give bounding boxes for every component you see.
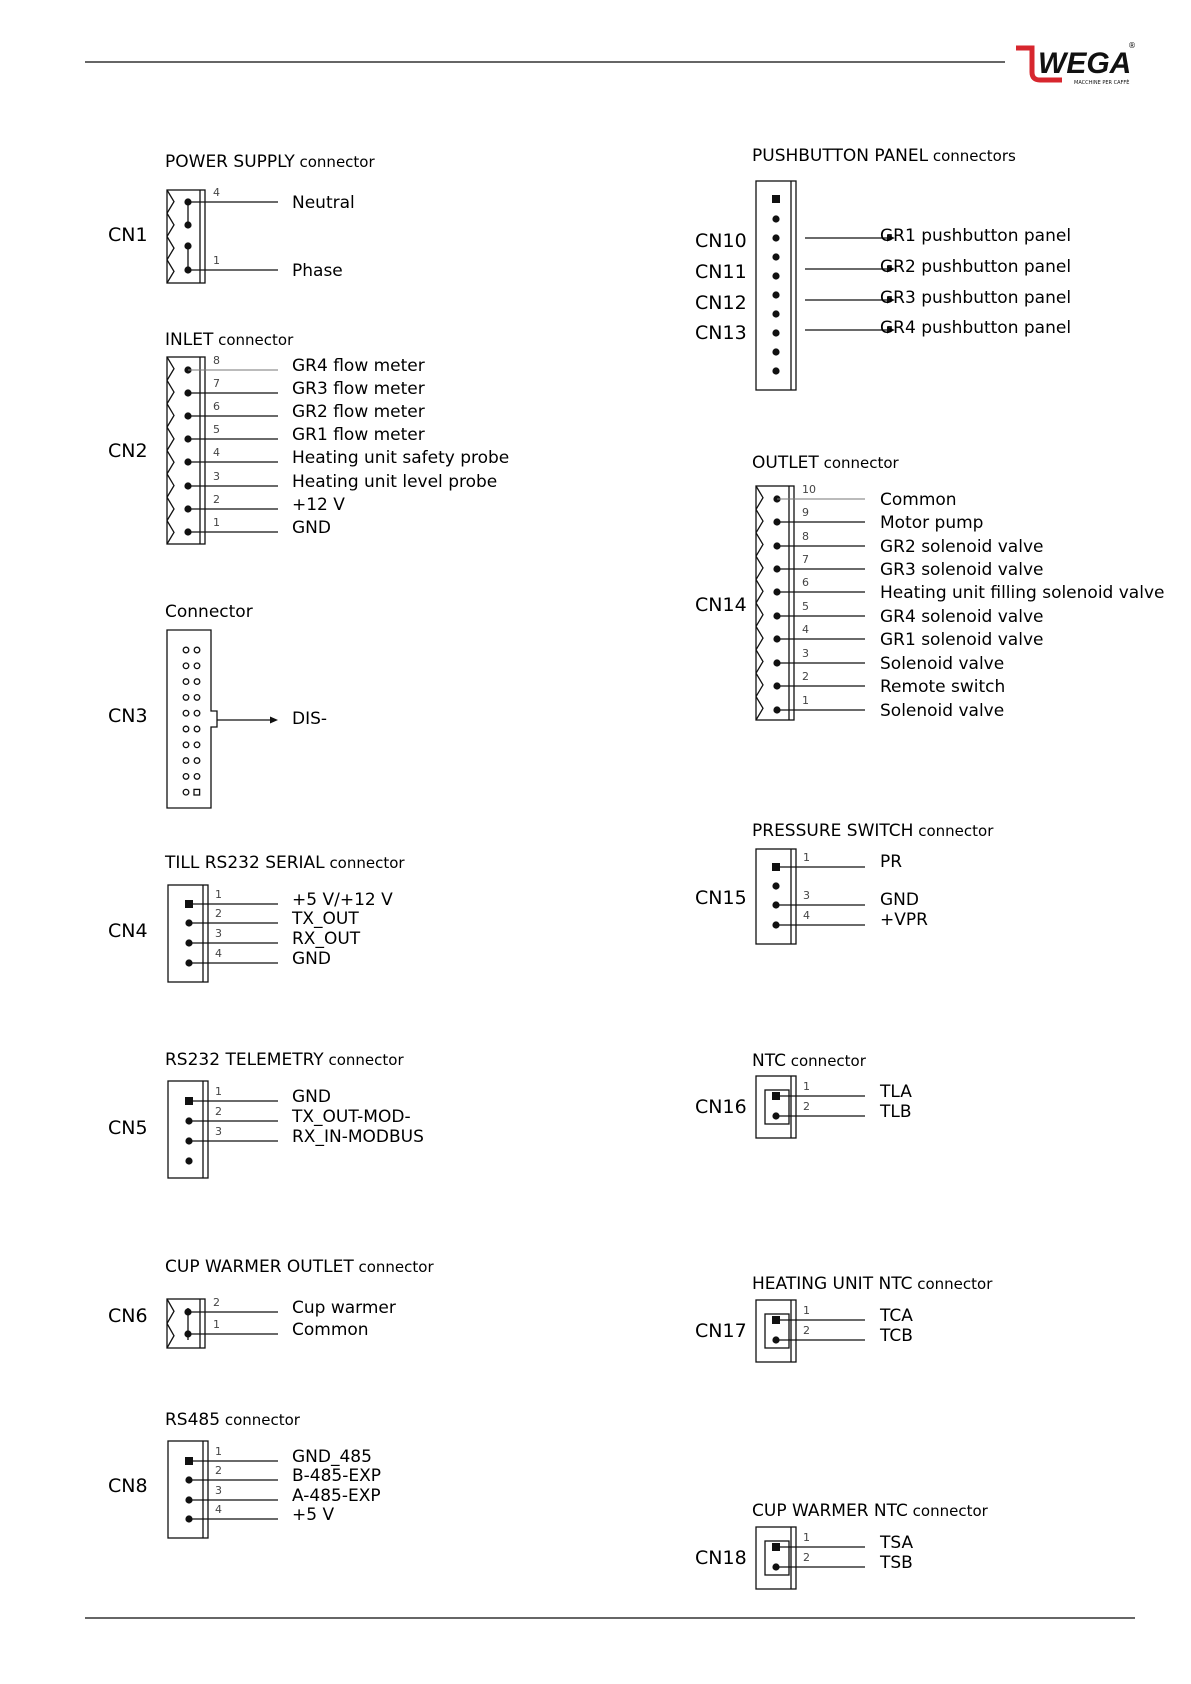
pin-number: 2 — [803, 1324, 810, 1337]
connector-cn2 — [108, 330, 509, 544]
connector-id: CN14 — [695, 594, 747, 616]
signal-label: TLB — [880, 1102, 912, 1122]
title-suffix: connector — [294, 153, 375, 171]
signal-label: GND_485 — [292, 1447, 372, 1467]
idc-pin-square — [194, 789, 200, 795]
title-suffix: connector — [912, 1275, 993, 1293]
signal-label: GR2 solenoid valve — [880, 537, 1044, 557]
pin-number: 4 — [803, 909, 810, 922]
connector-pushbutton-panel — [695, 146, 1071, 390]
title-main: PUSHBUTTON PANEL — [752, 146, 929, 166]
signal-label: A-485-EXP — [292, 1486, 381, 1506]
pin-number: 2 — [802, 670, 809, 683]
title-main: NTC — [752, 1051, 786, 1071]
pin-number: 1 — [215, 1085, 222, 1098]
pin-number: 3 — [213, 470, 220, 483]
title-main: PRESSURE SWITCH — [752, 821, 914, 841]
connector-title — [164, 853, 405, 873]
signal-label: TSA — [880, 1533, 914, 1553]
pin-dot — [184, 221, 191, 228]
idc-pin — [194, 710, 200, 716]
pin-number: 9 — [802, 506, 809, 519]
title-suffix: connector — [213, 331, 294, 349]
connector-id: CN1 — [108, 224, 148, 246]
signal-label: +5 V — [292, 1505, 335, 1525]
connector-title — [165, 152, 375, 172]
connector-housing — [168, 1441, 208, 1538]
connector-title — [165, 330, 294, 350]
pin-number: 3 — [803, 889, 810, 902]
pin-number: 8 — [213, 354, 220, 367]
idc-pin — [183, 679, 189, 685]
connector-housing — [168, 885, 208, 982]
pin-number: 4 — [215, 947, 222, 960]
title-main: Connector — [165, 602, 253, 622]
connector-title — [165, 1050, 404, 1070]
pin-number: 6 — [802, 576, 809, 589]
pin-number: 1 — [803, 851, 810, 864]
pin-number: 2 — [803, 1100, 810, 1113]
idc-pin — [194, 679, 200, 685]
signal-label: RX_OUT — [292, 929, 361, 949]
pin-number: 1 — [213, 1318, 220, 1331]
pin-number: 8 — [802, 530, 809, 543]
pin-dot — [772, 329, 779, 336]
signal-label: Phase — [292, 261, 343, 281]
signal-label: Common — [292, 1320, 369, 1340]
title-main: INLET — [165, 330, 214, 350]
connector-id: CN4 — [108, 920, 148, 942]
idc-pin — [194, 742, 200, 748]
connector-housing — [167, 357, 205, 544]
idc-housing — [167, 630, 217, 808]
title-main: RS485 — [165, 1410, 221, 1430]
pin-dot — [772, 234, 779, 241]
connector-id: CN10 — [695, 230, 747, 252]
title-main: POWER SUPPLY — [165, 152, 295, 172]
connector-cn15 — [695, 821, 994, 944]
logo-wordmark: WEGA — [1038, 47, 1132, 80]
signal-label: GND — [880, 890, 919, 910]
signal-label: TCA — [880, 1306, 913, 1326]
signal-label: Heating unit safety probe — [292, 448, 510, 468]
pin-number: 4 — [213, 186, 220, 199]
connector-housing — [756, 1527, 796, 1589]
title-main: TILL RS232 SERIAL — [165, 853, 325, 873]
title-suffix: connector — [220, 1411, 300, 1429]
signal-label: +5 V/+12 V — [292, 890, 393, 910]
connector-cn5 — [108, 1050, 424, 1178]
pin-number: 4 — [215, 1503, 222, 1516]
pin-dot — [184, 242, 191, 249]
title-suffix: connector — [324, 854, 405, 872]
pin-number: 6 — [213, 400, 220, 413]
idc-pin — [183, 710, 189, 716]
connector-id: CN5 — [108, 1117, 148, 1139]
connector-title — [752, 1051, 867, 1071]
signal-label: TCB — [880, 1326, 913, 1346]
connector-title — [165, 602, 253, 622]
idc-pin — [194, 758, 200, 764]
signal-label: TLA — [880, 1082, 912, 1102]
idc-pin — [183, 695, 189, 701]
pin-number: 2 — [803, 1551, 810, 1564]
signal-label: Remote switch — [880, 677, 1006, 697]
connector-title — [165, 1257, 434, 1277]
pin-number: 3 — [802, 647, 809, 660]
idc-pin — [183, 647, 189, 653]
signal-label: GND — [292, 518, 331, 538]
connector-id: CN13 — [695, 322, 747, 344]
pin-number: 1 — [803, 1304, 810, 1317]
signal-label: Solenoid valve — [880, 701, 1005, 721]
title-suffix: connector — [818, 454, 899, 472]
latch-ridges — [167, 357, 174, 544]
signal-label: DIS- — [292, 709, 328, 729]
signal-label: B-485-EXP — [292, 1466, 382, 1486]
connector-id: CN18 — [695, 1547, 747, 1569]
signal-label: TX_OUT — [292, 909, 359, 929]
idc-pin — [194, 663, 200, 669]
connector-id: CN16 — [695, 1096, 747, 1118]
connector-title — [752, 453, 900, 473]
idc-pin — [183, 742, 189, 748]
wega-logo — [1016, 41, 1136, 86]
pin1-square — [772, 195, 780, 203]
idc-pin — [183, 758, 189, 764]
signal-label: Common — [880, 490, 957, 510]
signal-label: GR3 flow meter — [292, 379, 425, 399]
connector-cn14 — [695, 453, 1164, 721]
signal-label: Motor pump — [880, 513, 984, 533]
connector-housing — [756, 1076, 796, 1138]
connector-cn17 — [695, 1274, 993, 1362]
pin-number: 5 — [213, 423, 220, 436]
signal-label: GR2 flow meter — [292, 402, 425, 422]
title-suffix: connector — [323, 1051, 404, 1069]
pin-number: 1 — [802, 694, 809, 707]
pin-number: 1 — [803, 1080, 810, 1093]
connector-cn18 — [695, 1501, 989, 1589]
idc-pin — [194, 774, 200, 780]
pin-number: 4 — [802, 623, 809, 636]
latch-ridges — [756, 486, 763, 720]
idc-pin — [194, 726, 200, 732]
title-suffix: connector — [785, 1052, 866, 1070]
pin-number: 1 — [803, 1531, 810, 1544]
pin-number: 3 — [215, 927, 222, 940]
signal-label: Heating unit level probe — [292, 472, 498, 492]
title-suffix: connectors — [928, 147, 1016, 165]
pin-number: 1 — [215, 888, 222, 901]
logo-tagline: MACCHINE PER CAFFÈ — [1074, 80, 1130, 86]
title-main: CUP WARMER NTC — [752, 1501, 908, 1521]
connector-cn16 — [695, 1051, 912, 1138]
connector-cn6 — [108, 1257, 434, 1348]
pin-number: 10 — [802, 483, 816, 496]
pin-dot — [185, 1157, 192, 1164]
title-suffix: connector — [353, 1258, 434, 1276]
connector-id: CN8 — [108, 1475, 148, 1497]
signal-label: GR4 solenoid valve — [880, 607, 1044, 627]
pin-dot — [772, 310, 779, 317]
pin-dot — [772, 272, 779, 279]
idc-pin — [183, 789, 189, 795]
latch-ridges — [167, 190, 174, 283]
signal-label: Cup warmer — [292, 1298, 396, 1318]
connector-title — [165, 1410, 301, 1430]
pin-dot — [772, 367, 779, 374]
signal-label: GR3 pushbutton panel — [880, 288, 1072, 308]
pin-number: 3 — [215, 1484, 222, 1497]
pin-number: 2 — [215, 907, 222, 920]
signal-label: RX_IN-MODBUS — [292, 1127, 424, 1147]
signal-label: PR — [880, 852, 903, 872]
connector-title — [752, 1501, 989, 1521]
signal-label: Heating unit filling solenoid valve — [880, 583, 1165, 603]
signal-label: GR4 flow meter — [292, 356, 425, 376]
connector-title — [752, 821, 994, 841]
arrow-head — [270, 717, 278, 724]
connector-cn4 — [108, 853, 405, 982]
pin-number: 7 — [213, 377, 220, 390]
signal-label: +VPR — [880, 910, 928, 930]
registered-mark: ® — [1128, 41, 1136, 50]
connector-housing — [167, 1299, 205, 1348]
signal-label: GR3 solenoid valve — [880, 560, 1044, 580]
signal-label: TX_OUT-MOD- — [292, 1107, 411, 1127]
idc-pin — [194, 647, 200, 653]
signal-label: Solenoid valve — [880, 654, 1005, 674]
pin-number: 4 — [213, 446, 220, 459]
title-suffix: connector — [907, 1502, 988, 1520]
pin-number: 7 — [802, 553, 809, 566]
pin-number: 2 — [213, 1296, 220, 1309]
title-main: HEATING UNIT NTC — [752, 1274, 913, 1294]
title-main: CUP WARMER OUTLET — [165, 1257, 354, 1277]
connector-id: CN6 — [108, 1305, 148, 1327]
idc-pin — [183, 726, 189, 732]
signal-label: GR4 pushbutton panel — [880, 318, 1072, 338]
idc-pin — [183, 774, 189, 780]
connector-title — [752, 146, 1016, 166]
pin-number: 1 — [213, 516, 220, 529]
connector-housing — [756, 1300, 796, 1362]
title-main: RS232 TELEMETRY — [165, 1050, 324, 1070]
connector-title — [752, 1274, 993, 1294]
signal-label: GND — [292, 949, 331, 969]
signal-label: GR1 solenoid valve — [880, 630, 1044, 650]
signal-label: TSB — [880, 1553, 913, 1573]
pin-number: 5 — [802, 600, 809, 613]
signal-label: GR1 pushbutton panel — [880, 226, 1072, 246]
title-suffix: connector — [913, 822, 994, 840]
idc-pin — [183, 663, 189, 669]
latch-ridges — [167, 1299, 174, 1348]
idc-pin — [194, 695, 200, 701]
connector-id: CN12 — [695, 292, 747, 314]
pin-number: 2 — [215, 1105, 222, 1118]
signal-label: +12 V — [292, 495, 345, 515]
signal-label: GND — [292, 1087, 331, 1107]
connector-cn1 — [108, 152, 375, 283]
connector-id: CN17 — [695, 1320, 747, 1342]
pin-dot — [772, 253, 779, 260]
pin-number: 1 — [213, 254, 220, 267]
pin-number: 2 — [213, 493, 220, 506]
title-main: OUTLET — [752, 453, 819, 473]
signal-label: Neutral — [292, 193, 355, 213]
connector-housing — [756, 181, 796, 390]
connector-id: CN3 — [108, 705, 148, 727]
connector-id: CN11 — [695, 261, 747, 283]
pin-dot — [772, 882, 779, 889]
pin-dot — [772, 291, 779, 298]
pin-dot — [772, 348, 779, 355]
pin-number: 3 — [215, 1125, 222, 1138]
pin-number: 1 — [215, 1445, 222, 1458]
pin-dot — [772, 215, 779, 222]
signal-label: GR2 pushbutton panel — [880, 257, 1072, 277]
signal-label: GR1 flow meter — [292, 425, 425, 445]
connector-id: CN15 — [695, 887, 747, 909]
pin-number: 2 — [215, 1464, 222, 1477]
connector-cn8 — [108, 1410, 381, 1538]
connector-id: CN2 — [108, 440, 148, 462]
connector-cn3 — [108, 602, 327, 808]
